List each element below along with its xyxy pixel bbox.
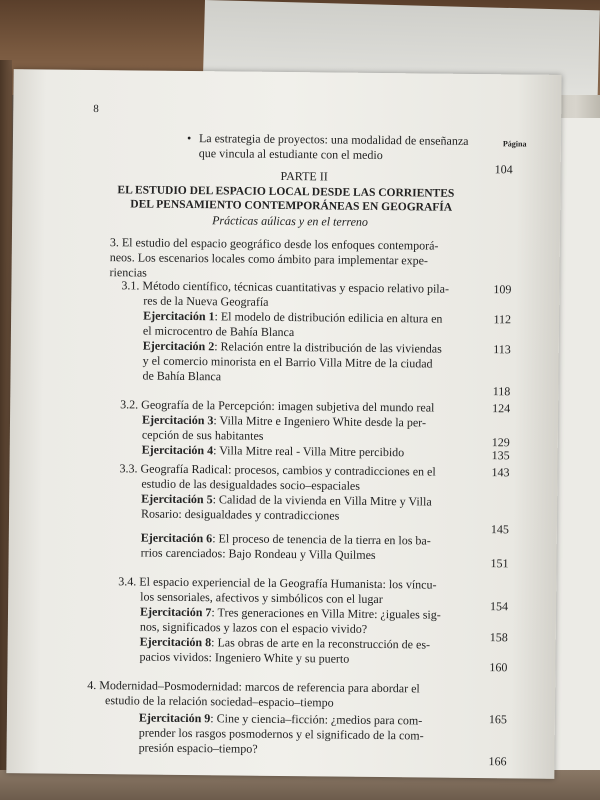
toc-page-number: 158	[489, 630, 508, 645]
exercise-label: Ejercitación 5	[141, 491, 213, 507]
toc-page-number: 118	[492, 384, 511, 399]
toc-entry-line: La estrategia de proyectos: una modalidad de enseñanza	[198, 131, 469, 148]
part-subtitle: Prácticas aúlicas y en el terreno	[212, 213, 369, 229]
exercise-line: Ejercitación 7: Tres generaciones en Villa Mitre: ¿iguales sig-	[139, 604, 441, 622]
exercise-label: Ejercitación 2	[142, 338, 215, 354]
toc-page-number: 113	[493, 342, 511, 357]
toc-page-number: 124	[492, 401, 511, 416]
part-label: PARTE II	[280, 168, 328, 184]
toc-page-number: 129	[491, 435, 510, 450]
exercise-line: prender los rasgos posmodernos y el significado de la com-	[138, 725, 424, 743]
toc-section-line: 3.3. Geografía Radical: procesos, cambios y contradicciones en el	[119, 461, 436, 479]
exercise-line: cepción de sus habitantes	[141, 427, 264, 443]
toc-chapter-line: riencias	[109, 265, 147, 280]
exercise-label: Ejercitación 1	[143, 308, 215, 324]
toc-entry-line: que vincula al estudiante con el medio	[198, 146, 383, 163]
toc-page-number: 135	[491, 448, 510, 463]
exercise-line: el microcentro de Bahía Blanca	[142, 323, 295, 340]
toc-chapter-line: estudio de la relación sociedad–espacio–tiempo	[105, 693, 334, 710]
page-column-header: Página	[502, 139, 527, 149]
toc-section-line: 3.2. Geografía de la Percepción: imagen subjetiva del mundo real	[120, 397, 435, 415]
part-title: DEL PENSAMIENTO CONTEMPORÁNEAS EN GEOGRAFÍA	[130, 198, 453, 214]
exercise-line: Ejercitación 3: Villa Mitre e Ingeniero White desde la per-	[141, 412, 427, 430]
toc-chapter-line: neos. Los escenarios locales como ámbito para implementar expe-	[109, 250, 429, 268]
exercise-line: presión espacio–tiempo?	[138, 740, 258, 756]
exercise-line: Ejercitación 6: El proceso de tenencia de la tierra en los ba-	[140, 530, 431, 548]
exercise-label: Ejercitación 8	[139, 634, 212, 650]
exercise-line: Rosario: desigualdades y contradicciones	[140, 506, 340, 523]
toc-page-number: 165	[488, 712, 507, 727]
toc-page-number: 143	[491, 465, 510, 480]
toc-section-line: 3.4. El espacio experiencial de la Geografía Humanista: los víncu-	[118, 574, 437, 592]
toc-section-line: estudio de las desigualdades socio–espaciales	[141, 476, 361, 493]
part-title: EL ESTUDIO DEL ESPACIO LOCAL DESDE LAS CORRIENTES	[117, 184, 455, 200]
toc-page-number: 112	[493, 312, 512, 327]
exercise-line: pacios vividos: Ingeniero White y su puerto	[139, 649, 350, 666]
toc-page-number: 109	[493, 282, 512, 297]
book-page	[6, 69, 561, 779]
exercise-label: Ejercitación 7	[139, 604, 212, 620]
toc-section-line: 3.1. Método científico, técnicas cuantitativas y espacio relativo pila-	[121, 278, 450, 296]
exercise-label: Ejercitación 9	[138, 710, 211, 726]
toc-page-number: 104	[494, 162, 513, 177]
page-number: 8	[93, 102, 99, 116]
exercise-label: Ejercitación 3	[141, 412, 214, 428]
exercise-line: Ejercitación 8: Las obras de arte en la reconstrucción de es-	[139, 634, 431, 652]
exercise-line: nos, significados y lazos con el espacio vivido?	[139, 619, 368, 636]
exercise-line: Ejercitación 4: Villa Mitre real - Villa Mitre percibido	[141, 442, 405, 460]
toc-page-number: 160	[489, 660, 508, 675]
bullet: •	[186, 130, 192, 146]
exercise-label: Ejercitación 4	[141, 442, 214, 458]
toc-page-number: 145	[490, 522, 509, 537]
exercise-line: Ejercitación 9: Cine y ciencia–ficción: ¿medios para com-	[138, 710, 423, 728]
exercise-line: rrios carenciados: Bajo Rondeau y Villa Quilmes	[140, 545, 376, 562]
toc-page-number: 154	[490, 599, 509, 614]
exercise-line: Ejercitación 1: El modelo de distribución edilicia en altura en	[143, 308, 443, 326]
toc-chapter-line: 3. El estudio del espacio geográfico desde los enfoques contemporá-	[109, 235, 439, 253]
toc-chapter-line: 4. Modernidad–Posmodernidad: marcos de referencia para abordar el	[87, 677, 420, 696]
toc-section-line: res de la Nueva Geografía	[143, 293, 269, 309]
exercise-line: Ejercitación 5: Calidad de la vivienda en Villa Mitre y Villa	[141, 491, 432, 509]
exercise-line: y el comercio minorista en el Barrio Villa Mitre de la ciudad	[142, 353, 433, 371]
exercise-line: Ejercitación 2: Relación entre la distribución de las viviendas	[142, 338, 442, 356]
exercise-label: Ejercitación 6	[140, 530, 213, 546]
toc-page-number: 166	[488, 754, 507, 769]
exercise-line: de Bahía Blanca	[142, 368, 222, 384]
toc-page-number: 151	[490, 556, 509, 571]
toc-section-line: los sensoriales, afectivos y simbólicos con el lugar	[140, 589, 383, 607]
